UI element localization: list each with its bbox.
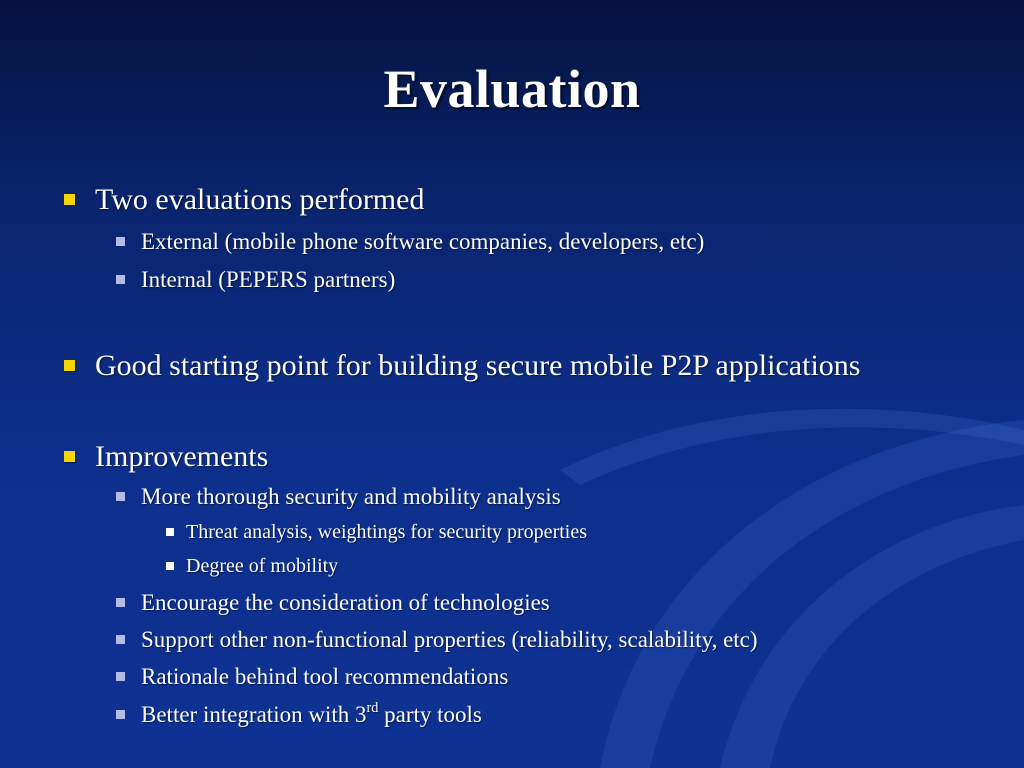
square-bullet-icon	[64, 451, 75, 462]
bullet-third-party-tools	[116, 699, 482, 728]
square-bullet-icon	[116, 275, 125, 284]
square-bullet-icon	[116, 672, 125, 681]
square-bullet-icon	[116, 710, 125, 719]
bullet-two-evaluations	[64, 183, 424, 217]
square-bullet-icon	[166, 562, 174, 570]
bullet-degree-of-mobility	[166, 555, 338, 578]
bullet-text: Internal (PEPERS partners)	[141, 267, 396, 292]
bullet-text: Good starting point for building secure mobile P2P applications	[95, 349, 861, 382]
bullet-good-starting-point	[64, 349, 860, 383]
bullet-text: More thorough security and mobility analysis	[141, 484, 561, 509]
bullet-text: Rationale behind tool recommendations	[141, 664, 509, 689]
bullet-improvements	[64, 440, 268, 474]
square-bullet-icon	[116, 492, 125, 501]
bullet-threat-analysis	[166, 521, 587, 544]
bullet-text: Encourage the consideration of technologies	[141, 590, 550, 615]
bullet-text: Improvements	[95, 440, 269, 473]
bullet-external	[116, 229, 704, 255]
bullet-text-part: party tools	[378, 702, 482, 727]
bullet-security-mobility-analysis	[116, 484, 561, 510]
square-bullet-icon	[116, 635, 125, 644]
square-bullet-icon	[64, 194, 75, 205]
bullet-encourage-technologies	[116, 590, 550, 616]
bullet-text: Threat analysis, weightings for security properties	[186, 521, 587, 543]
ordinal-superscript: rd	[366, 699, 379, 716]
bullet-text: External (mobile phone software companies, developers, etc)	[141, 229, 705, 254]
slide-title: Evaluation	[383, 59, 641, 119]
square-bullet-icon	[116, 237, 125, 246]
bullet-text: Two evaluations performed	[95, 183, 425, 216]
square-bullet-icon	[116, 598, 125, 607]
bullet-rationale	[116, 664, 508, 690]
square-bullet-icon	[64, 360, 75, 371]
bullet-text: Degree of mobility	[186, 555, 339, 577]
bullet-text: Support other non-functional properties (reliability, scalability, etc)	[141, 627, 758, 652]
bullet-text	[141, 699, 482, 728]
bullet-text-part: Better integration with 3	[141, 702, 367, 727]
bullet-non-functional-properties	[116, 627, 758, 653]
square-bullet-icon	[166, 528, 174, 536]
bullet-internal	[116, 267, 395, 293]
